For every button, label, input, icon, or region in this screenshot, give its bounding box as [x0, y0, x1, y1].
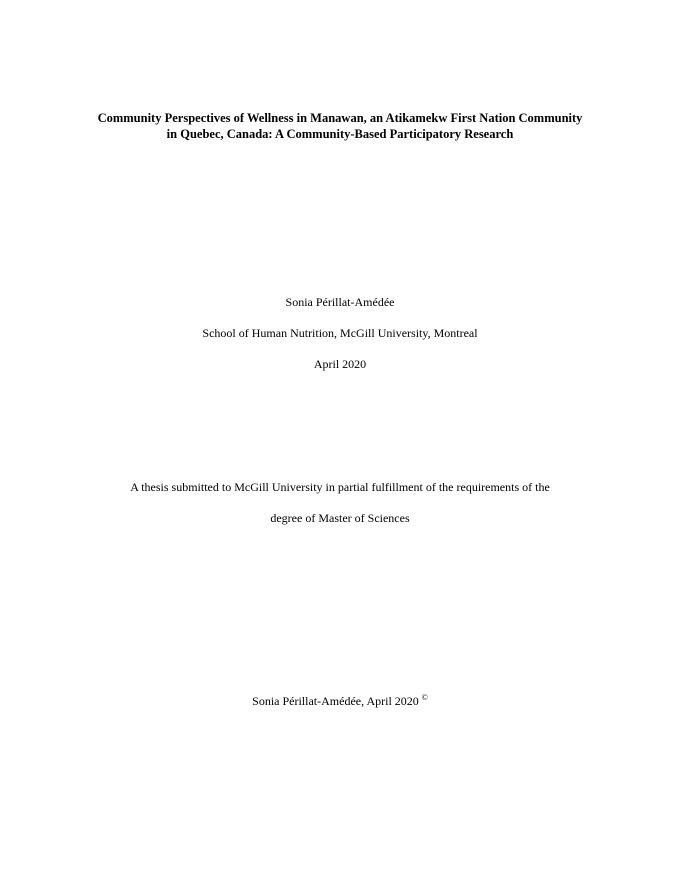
- submission-date: April 2020: [313, 357, 367, 371]
- thesis-title-line-2: in Quebec, Canada: A Community-Based Participatory Research: [166, 127, 514, 141]
- copyright-symbol: ©: [421, 693, 428, 702]
- author-name: Sonia Périllat-Amédée: [285, 295, 395, 309]
- copyright-text: Sonia Périllat-Amédée, April 2020: [252, 694, 419, 708]
- affiliation: School of Human Nutrition, McGill University, Montreal: [202, 326, 478, 340]
- thesis-statement-line-2: degree of Master of Sciences: [270, 511, 410, 525]
- thesis-statement-line-1: A thesis submitted to McGill University in partial fulfillment of the requirements of the: [130, 480, 550, 494]
- copyright-line: [0, 694, 680, 709]
- thesis-title-line-1: Community Perspectives of Wellness in Manawan, an Atikamekw First Nation Community: [97, 111, 583, 125]
